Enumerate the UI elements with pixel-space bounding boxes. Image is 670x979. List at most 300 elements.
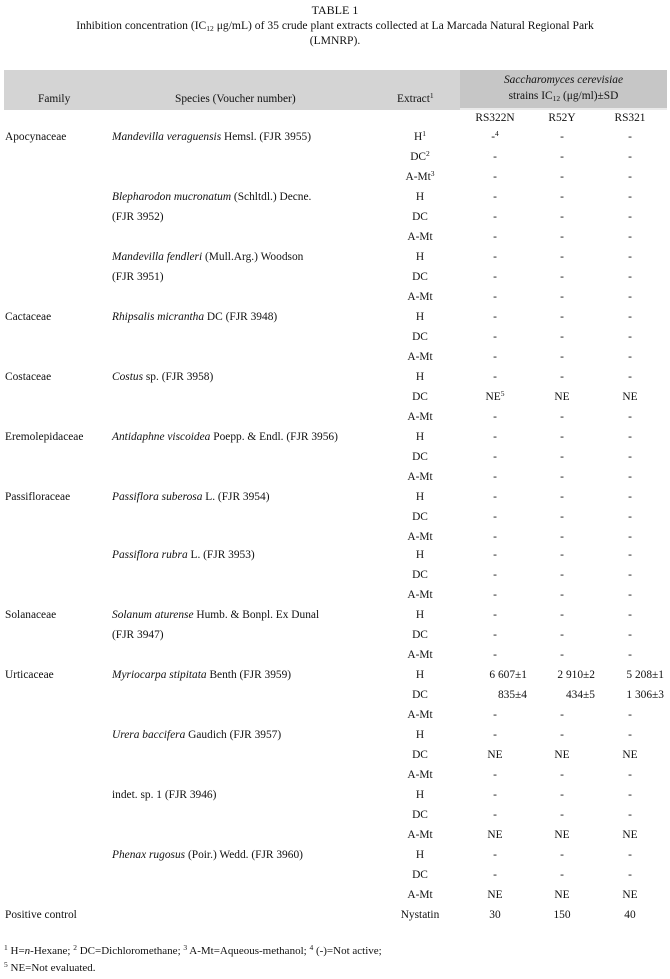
value-rs322n bbox=[463, 470, 527, 484]
value-r52y: - bbox=[560, 171, 564, 183]
footnote-3-text: A-Mt=Aqueous-methanol; bbox=[187, 945, 310, 957]
table-row bbox=[0, 908, 670, 928]
value-rs321: - bbox=[628, 789, 632, 801]
species-name: Passiflora suberosa bbox=[112, 491, 203, 503]
table-row bbox=[0, 450, 670, 470]
extract-cell bbox=[383, 210, 457, 224]
value-rs322n bbox=[463, 530, 527, 544]
footnote-1-text: H= bbox=[7, 945, 25, 957]
species-cell bbox=[112, 728, 281, 742]
table-row bbox=[0, 150, 670, 170]
extract-value: A-Mt bbox=[407, 889, 433, 901]
footnote-line2 bbox=[4, 961, 96, 975]
table-row bbox=[0, 768, 670, 788]
species-cell bbox=[112, 190, 311, 204]
extract-cell bbox=[383, 430, 457, 444]
species-cell: indet. sp. 1 (FJR 3946) bbox=[112, 789, 217, 801]
species-cell bbox=[112, 310, 277, 324]
value-text: - bbox=[493, 151, 497, 163]
caption-text: Inhibition concentration (IC bbox=[76, 19, 207, 32]
value-r52y: - bbox=[560, 191, 564, 203]
value-rs321: - bbox=[628, 351, 632, 363]
extract-footnote-marker: 3 bbox=[430, 169, 435, 178]
value-r52y: 150 bbox=[553, 909, 571, 921]
value-rs321: - bbox=[628, 131, 632, 143]
extract-cell bbox=[383, 628, 457, 642]
family-cell: Eremolepidaceae bbox=[5, 431, 84, 443]
species-authority: Gaudich (FJR 3957) bbox=[185, 729, 282, 741]
table-row bbox=[0, 788, 670, 808]
value-rs321: - bbox=[628, 251, 632, 263]
value-r52y: - bbox=[560, 291, 564, 303]
value-text: - bbox=[493, 629, 497, 641]
table-row bbox=[0, 290, 670, 310]
species-authority: (Poir.) Wedd. (FJR 3960) bbox=[185, 849, 303, 861]
extract-cell bbox=[383, 868, 457, 882]
value-rs322n bbox=[463, 490, 527, 504]
table-caption-line2: (LMNRP). bbox=[309, 34, 361, 47]
value-text: 6 607±1 bbox=[489, 669, 527, 681]
extract-cell bbox=[383, 608, 457, 622]
species-cell bbox=[112, 370, 213, 384]
extract-cell bbox=[383, 888, 457, 902]
value-r52y: - bbox=[560, 151, 564, 163]
value-r52y: - bbox=[560, 511, 564, 523]
value-rs322n bbox=[463, 648, 527, 662]
species-name: Passiflora rubra bbox=[112, 549, 188, 561]
value-rs322n bbox=[463, 868, 527, 882]
value-rs321: NE bbox=[622, 889, 638, 901]
family-cell: Apocynaceae bbox=[5, 131, 67, 143]
extract-value: A-Mt bbox=[407, 531, 433, 543]
value-rs322n bbox=[463, 908, 527, 922]
value-r52y: - bbox=[560, 849, 564, 861]
extract-value: DC bbox=[410, 151, 427, 163]
value-rs321: - bbox=[628, 191, 632, 203]
footnote-1-italic: n bbox=[24, 945, 31, 957]
extract-cell bbox=[383, 688, 457, 702]
value-rs321: - bbox=[628, 451, 632, 463]
value-rs321: - bbox=[628, 649, 632, 661]
value-rs321: - bbox=[628, 231, 632, 243]
value-text: - bbox=[493, 769, 497, 781]
extract-cell bbox=[383, 728, 457, 742]
table-row bbox=[0, 588, 670, 608]
extract-value: Nystatin bbox=[400, 909, 440, 921]
extract-value: H bbox=[415, 849, 425, 861]
value-rs322n bbox=[463, 548, 527, 562]
value-r52y: 434±5 bbox=[565, 689, 595, 701]
header-strains bbox=[460, 72, 667, 104]
extract-value: DC bbox=[412, 451, 428, 463]
extract-cell bbox=[383, 708, 457, 722]
footnote-marker-3: 3 bbox=[183, 943, 188, 952]
value-r52y: - bbox=[560, 769, 564, 781]
value-text: - bbox=[493, 251, 497, 263]
extract-value: A-Mt bbox=[407, 351, 433, 363]
table-row bbox=[0, 828, 670, 848]
species-cell bbox=[112, 130, 311, 144]
table-row bbox=[0, 250, 670, 270]
value-rs321: - bbox=[628, 311, 632, 323]
table-row bbox=[0, 530, 670, 550]
value-text: - bbox=[493, 709, 497, 721]
extract-cell bbox=[383, 250, 457, 264]
value-rs322n bbox=[463, 150, 527, 164]
species-authority: L. (FJR 3953) bbox=[187, 549, 255, 561]
extract-value: H bbox=[415, 311, 425, 323]
extract-cell bbox=[383, 170, 457, 184]
value-r52y: - bbox=[560, 869, 564, 881]
species-cell bbox=[112, 548, 255, 562]
footnote-4-text: (-)=Not active; bbox=[313, 945, 382, 957]
header-extract-label: Extract bbox=[397, 93, 430, 105]
value-rs321: - bbox=[628, 411, 632, 423]
table-row bbox=[0, 350, 670, 370]
extract-cell bbox=[383, 370, 457, 384]
table-row bbox=[0, 888, 670, 908]
table-row bbox=[0, 808, 670, 828]
extract-value: DC bbox=[412, 809, 428, 821]
species-name: Rhipsalis micrantha bbox=[112, 311, 205, 323]
value-text: - bbox=[493, 351, 497, 363]
header-divider bbox=[460, 108, 667, 110]
value-r52y: - bbox=[560, 569, 564, 581]
value-text: - bbox=[493, 271, 497, 283]
extract-cell bbox=[383, 310, 457, 324]
extract-value: DC bbox=[412, 629, 428, 641]
species-cell bbox=[112, 668, 291, 682]
species-voucher: (FJR 3952) bbox=[112, 211, 164, 223]
extract-value: A-Mt bbox=[405, 171, 431, 183]
value-text: - bbox=[493, 589, 497, 601]
value-r52y: - bbox=[560, 709, 564, 721]
value-text: - bbox=[493, 211, 497, 223]
footnote-1-text-cont: -Hexane; bbox=[30, 945, 74, 957]
value-rs321: - bbox=[628, 569, 632, 581]
species-name: Myriocarpa stipitata bbox=[112, 669, 207, 681]
value-r52y: - bbox=[560, 451, 564, 463]
extract-value: H bbox=[415, 371, 425, 383]
extract-value: A-Mt bbox=[407, 829, 433, 841]
extract-value: H bbox=[415, 431, 425, 443]
header-strains-pre: strains IC bbox=[508, 90, 553, 102]
species-authority: L. (FJR 3954) bbox=[202, 491, 270, 503]
table-row bbox=[0, 688, 670, 708]
value-rs322n bbox=[463, 130, 527, 144]
value-r52y: - bbox=[560, 789, 564, 801]
extract-cell bbox=[383, 768, 457, 782]
value-rs322n bbox=[463, 270, 527, 284]
value-rs321: 5 208±1 bbox=[626, 669, 664, 681]
value-text: 30 bbox=[489, 909, 501, 921]
value-rs322n bbox=[455, 688, 527, 702]
table-row bbox=[0, 330, 670, 350]
value-rs322n bbox=[463, 828, 527, 842]
footnote-2-text: DC=Dichloromethane; bbox=[76, 945, 184, 957]
species-name: Mandevilla veraguensis bbox=[112, 131, 222, 143]
value-rs322n bbox=[455, 668, 527, 682]
extract-value: DC bbox=[412, 511, 428, 523]
extract-cell bbox=[383, 530, 457, 544]
value-text: - bbox=[493, 549, 497, 561]
table-row bbox=[0, 548, 670, 568]
extract-cell bbox=[383, 470, 457, 484]
value-text: - bbox=[493, 291, 497, 303]
value-rs321: - bbox=[628, 709, 632, 721]
species-name: Solanum aturense bbox=[112, 609, 194, 621]
table-row bbox=[0, 310, 670, 330]
species-authority: (Mull.Arg.) Woodson bbox=[202, 251, 304, 263]
value-text: - bbox=[493, 531, 497, 543]
value-rs322n bbox=[463, 848, 527, 862]
extract-cell bbox=[383, 450, 457, 464]
table-row bbox=[0, 430, 670, 450]
value-rs321: - bbox=[628, 171, 632, 183]
table-row bbox=[0, 190, 670, 210]
extract-value: DC bbox=[412, 689, 428, 701]
table-row bbox=[0, 868, 670, 888]
value-r52y: - bbox=[560, 491, 564, 503]
extract-value: DC bbox=[412, 271, 428, 283]
value-r52y: - bbox=[560, 549, 564, 561]
header-extract-sup: 1 bbox=[429, 91, 434, 100]
species-authority: Poepp. & Endl. (FJR 3956) bbox=[210, 431, 338, 443]
species-name: Phenax rugosus bbox=[112, 849, 186, 861]
value-r52y: NE bbox=[554, 889, 570, 901]
value-text: - bbox=[493, 411, 497, 423]
extract-cell bbox=[383, 330, 457, 344]
species-name: Mandevilla fendleri bbox=[112, 251, 203, 263]
caption-subscript: 12 bbox=[206, 24, 214, 33]
header-strains-sub: 12 bbox=[552, 94, 561, 103]
extract-cell bbox=[383, 290, 457, 304]
species-authority: DC (FJR 3948) bbox=[204, 311, 278, 323]
value-text: - bbox=[493, 371, 497, 383]
value-text: NE bbox=[487, 829, 503, 841]
value-text: NE bbox=[487, 749, 503, 761]
value-rs321: - bbox=[628, 431, 632, 443]
value-rs321: - bbox=[628, 809, 632, 821]
extract-cell bbox=[383, 510, 457, 524]
value-text: - bbox=[493, 431, 497, 443]
value-rs322n bbox=[463, 170, 527, 184]
value-footnote-marker: 4 bbox=[495, 129, 499, 138]
value-r52y: 2 910±2 bbox=[557, 669, 595, 681]
extract-cell bbox=[383, 808, 457, 822]
value-rs322n bbox=[463, 788, 527, 802]
value-r52y: - bbox=[560, 231, 564, 243]
extract-value: A-Mt bbox=[407, 649, 433, 661]
extract-value: A-Mt bbox=[407, 589, 433, 601]
value-rs321: - bbox=[628, 291, 632, 303]
value-rs322n bbox=[463, 410, 527, 424]
value-rs321: 40 bbox=[624, 909, 636, 921]
species-authority: Humb. & Bonpl. Ex Dunal bbox=[193, 609, 320, 621]
value-r52y: - bbox=[560, 131, 564, 143]
species-authority: sp. (FJR 3958) bbox=[143, 371, 214, 383]
extract-cell bbox=[383, 648, 457, 662]
extract-value: H bbox=[415, 609, 425, 621]
value-rs321: NE bbox=[622, 829, 638, 841]
value-text: - bbox=[493, 191, 497, 203]
extract-cell bbox=[383, 130, 457, 144]
value-rs322n bbox=[463, 728, 527, 742]
extract-value: DC bbox=[412, 391, 428, 403]
value-r52y: - bbox=[560, 649, 564, 661]
extract-footnote-marker: 2 bbox=[426, 149, 430, 158]
table-row bbox=[0, 708, 670, 728]
value-r52y: - bbox=[560, 471, 564, 483]
value-rs322n bbox=[463, 510, 527, 524]
family-cell: Cactaceae bbox=[5, 311, 52, 323]
extract-value: DC bbox=[412, 869, 428, 881]
table-row bbox=[0, 608, 670, 628]
header-col-rs321: RS321 bbox=[614, 112, 646, 124]
footnote-marker-4: 4 bbox=[309, 943, 314, 952]
table-row bbox=[0, 270, 670, 290]
value-rs322n bbox=[463, 748, 527, 762]
extract-value: A-Mt bbox=[407, 291, 433, 303]
value-r52y: - bbox=[560, 729, 564, 741]
value-rs322n bbox=[463, 370, 527, 384]
value-rs322n bbox=[463, 628, 527, 642]
value-r52y: - bbox=[560, 531, 564, 543]
value-rs321: - bbox=[628, 549, 632, 561]
value-text: - bbox=[491, 131, 496, 143]
footnote-marker-5: 5 bbox=[4, 960, 8, 969]
extract-value: H bbox=[415, 491, 425, 503]
header-strains-post: (μg/ml)±SD bbox=[560, 90, 619, 102]
extract-value: A-Mt bbox=[407, 769, 433, 781]
value-rs322n bbox=[463, 808, 527, 822]
value-rs322n bbox=[463, 390, 527, 404]
footnote-marker-2: 2 bbox=[73, 943, 77, 952]
species-authority: Hemsl. (FJR 3955) bbox=[221, 131, 312, 143]
species-authority: Benth (FJR 3959) bbox=[206, 669, 292, 681]
value-rs321: - bbox=[628, 151, 632, 163]
footnote-line1 bbox=[4, 944, 382, 958]
table-row bbox=[0, 748, 670, 768]
extract-value: DC bbox=[412, 331, 428, 343]
value-rs321: - bbox=[628, 371, 632, 383]
value-text: 835±4 bbox=[497, 689, 527, 701]
value-rs321: - bbox=[628, 629, 632, 641]
extract-value: A-Mt bbox=[407, 471, 433, 483]
value-rs321: - bbox=[628, 491, 632, 503]
table-row bbox=[0, 510, 670, 530]
value-text: - bbox=[493, 311, 497, 323]
extract-value: H bbox=[415, 549, 425, 561]
extract-value: H bbox=[415, 251, 425, 263]
extract-value: H bbox=[415, 191, 425, 203]
extract-cell bbox=[383, 548, 457, 562]
extract-value: A-Mt bbox=[407, 231, 433, 243]
value-r52y: - bbox=[560, 311, 564, 323]
value-text: - bbox=[493, 471, 497, 483]
extract-cell bbox=[383, 270, 457, 284]
value-r52y: - bbox=[560, 211, 564, 223]
species-name: Costus bbox=[112, 371, 144, 383]
table-row bbox=[0, 410, 670, 430]
extract-cell bbox=[383, 350, 457, 364]
table-row bbox=[0, 648, 670, 668]
extract-value: DC bbox=[412, 211, 428, 223]
value-r52y: - bbox=[560, 371, 564, 383]
value-rs321: - bbox=[628, 869, 632, 881]
extract-cell bbox=[383, 190, 457, 204]
species-voucher: (FJR 3947) bbox=[112, 629, 164, 641]
value-r52y: - bbox=[560, 411, 564, 423]
species-cell bbox=[112, 848, 303, 862]
value-rs321: - bbox=[628, 211, 632, 223]
extract-cell bbox=[383, 848, 457, 862]
family-cell: Urticaceae bbox=[5, 669, 54, 681]
value-rs322n bbox=[463, 430, 527, 444]
value-rs321: - bbox=[628, 471, 632, 483]
value-rs322n bbox=[463, 330, 527, 344]
value-r52y: NE bbox=[554, 829, 570, 841]
value-text: - bbox=[493, 569, 497, 581]
value-rs322n bbox=[463, 210, 527, 224]
value-rs322n bbox=[463, 708, 527, 722]
table-row bbox=[0, 210, 670, 230]
table-row bbox=[0, 370, 670, 390]
table-row bbox=[0, 130, 670, 150]
value-text: - bbox=[493, 849, 497, 861]
header-col-r52y: R52Y bbox=[548, 112, 576, 124]
table-title bbox=[0, 3, 670, 48]
value-rs321: NE bbox=[622, 391, 638, 403]
value-r52y: - bbox=[560, 351, 564, 363]
footnote-5-text: NE=Not evaluated. bbox=[7, 962, 96, 974]
value-text: - bbox=[493, 491, 497, 503]
value-rs321: - bbox=[628, 331, 632, 343]
value-rs321: - bbox=[628, 769, 632, 781]
extract-value: H bbox=[415, 789, 425, 801]
header-extract bbox=[397, 92, 434, 106]
value-rs322n bbox=[463, 450, 527, 464]
header-col-rs322n: RS322N bbox=[475, 112, 515, 124]
table-row bbox=[0, 170, 670, 190]
extract-cell bbox=[383, 908, 457, 922]
value-rs322n bbox=[463, 310, 527, 324]
value-r52y: - bbox=[560, 271, 564, 283]
species-cell bbox=[112, 608, 319, 622]
value-text: NE bbox=[485, 391, 501, 403]
value-rs321: 1 306±3 bbox=[626, 689, 664, 701]
extract-cell bbox=[383, 668, 457, 682]
table-caption bbox=[0, 18, 670, 33]
header-organism: Saccharomyces cerevisiae bbox=[503, 74, 624, 86]
value-r52y: - bbox=[560, 251, 564, 263]
table-row bbox=[0, 390, 670, 410]
table-row bbox=[0, 628, 670, 648]
value-rs321: - bbox=[628, 729, 632, 741]
value-r52y: - bbox=[560, 331, 564, 343]
value-rs321: - bbox=[628, 849, 632, 861]
value-rs321: - bbox=[628, 531, 632, 543]
value-rs322n bbox=[463, 888, 527, 902]
value-rs322n bbox=[463, 350, 527, 364]
extract-value: H bbox=[415, 669, 425, 681]
extract-value: H bbox=[414, 131, 423, 143]
table-label: TABLE 1 bbox=[311, 3, 359, 17]
value-text: - bbox=[493, 809, 497, 821]
value-text: - bbox=[493, 789, 497, 801]
value-rs322n bbox=[463, 608, 527, 622]
value-rs321: - bbox=[628, 511, 632, 523]
